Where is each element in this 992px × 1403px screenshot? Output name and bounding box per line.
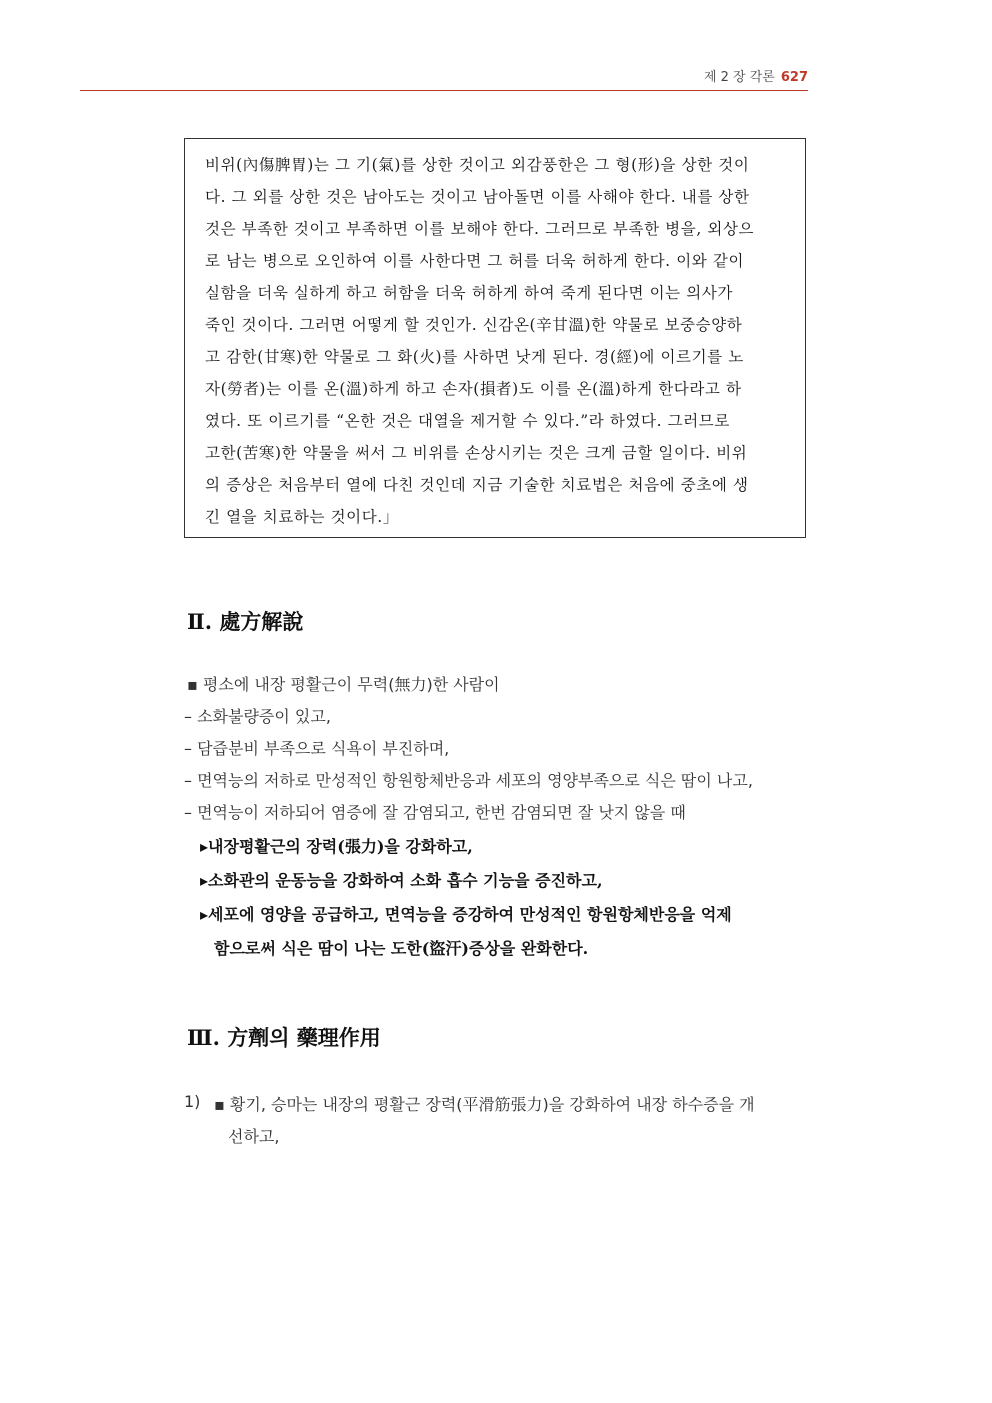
quote-line: 고 감한(甘寒)한 약물로 그 화(火)를 사하면 낫게 된다. 경(經)에 이르기를 노 bbox=[205, 348, 744, 366]
quote-line: 의 증상은 처음부터 열에 다친 것인데 지금 기술한 치료법은 처음에 중초에 생 bbox=[205, 476, 749, 494]
quote-line: 긴 열을 치료하는 것이다.」 bbox=[205, 508, 399, 526]
dash-line: – 담즙분비 부족으로 식욕이 부진하며, bbox=[184, 739, 450, 758]
item-number: 1) bbox=[184, 1092, 201, 1111]
item-line: ▪ 황기, 승마는 내장의 평활근 장력(平滑筋張力)을 강화하여 내장 하수증을 개 bbox=[214, 1095, 755, 1114]
dash-line: – 면역능의 저하로 만성적인 항원항체반응과 세포의 영양부족으로 식은 땀이 나고, bbox=[184, 771, 753, 790]
quote-line: 다. 그 외를 상한 것은 남아도는 것이고 남아돌면 이를 사해야 한다. 내를 상한 bbox=[205, 188, 750, 206]
arrow-line: ▸소화관의 운동능을 강화하여 소화 흡수 기능을 증진하고, bbox=[200, 871, 603, 890]
dash-line: – 면역능이 저하되어 염증에 잘 감염되고, 한번 감염되면 잘 낫지 않을 때 bbox=[184, 803, 686, 822]
quote-line: 였다. 또 이르기를 “온한 것은 대열을 제거할 수 있다.”라 하였다. 그러므로 bbox=[205, 412, 730, 430]
header-text bbox=[704, 66, 808, 85]
section-2-title: Ⅱ. 處方解說 bbox=[187, 609, 304, 634]
quote-line: 비위(內傷脾胃)는 그 기(氣)를 상한 것이고 외감풍한은 그 형(形)을 상한 것이 bbox=[205, 156, 750, 174]
quote-line: 로 남는 병으로 오인하여 이를 사한다면 그 허를 더욱 허하게 한다. 이와 같이 bbox=[205, 252, 745, 270]
quote-line: 자(勞者)는 이를 온(溫)하게 하고 손자(損者)도 이를 온(溫)하게 한다라고 하 bbox=[205, 380, 742, 398]
arrow-line-cont: 함으로써 식은 땀이 나는 도한(盜汗)증상을 완화한다. bbox=[214, 939, 589, 958]
page-header bbox=[80, 66, 808, 91]
quote-line: 죽인 것이다. 그러면 어떻게 할 것인가. 신감온(辛甘溫)한 약물로 보중승양하 bbox=[205, 316, 743, 334]
bullet-line: ▪ 평소에 내장 평활근이 무력(無力)한 사람이 bbox=[187, 675, 500, 694]
page-number: 627 bbox=[780, 70, 808, 85]
item-line-cont: 선하고, bbox=[228, 1127, 280, 1146]
arrow-line: ▸세포에 영양을 공급하고, 면역능을 증강하여 만성적인 항원항체반응을 억제 bbox=[200, 905, 732, 924]
quote-box bbox=[184, 138, 806, 538]
section-3-title: Ⅲ. 方劑의 藥理作用 bbox=[187, 1025, 381, 1050]
quote-line: 것은 부족한 것이고 부족하면 이를 보해야 한다. 그러므로 부족한 병을, 외상으 bbox=[205, 220, 755, 238]
dash-line: – 소화불량증이 있고, bbox=[184, 707, 331, 726]
arrow-line: ▸내장평활근의 장력(張力)을 강화하고, bbox=[200, 837, 473, 856]
quote-line: 고한(苦寒)한 약물을 써서 그 비위를 손상시키는 것은 크게 금할 일이다. 비위 bbox=[205, 444, 748, 462]
quote-line: 실함을 더욱 실하게 하고 허함을 더욱 허하게 하여 죽게 된다면 이는 의사가 bbox=[205, 284, 733, 302]
chapter-label: 제 2 장 각론 bbox=[703, 70, 775, 85]
